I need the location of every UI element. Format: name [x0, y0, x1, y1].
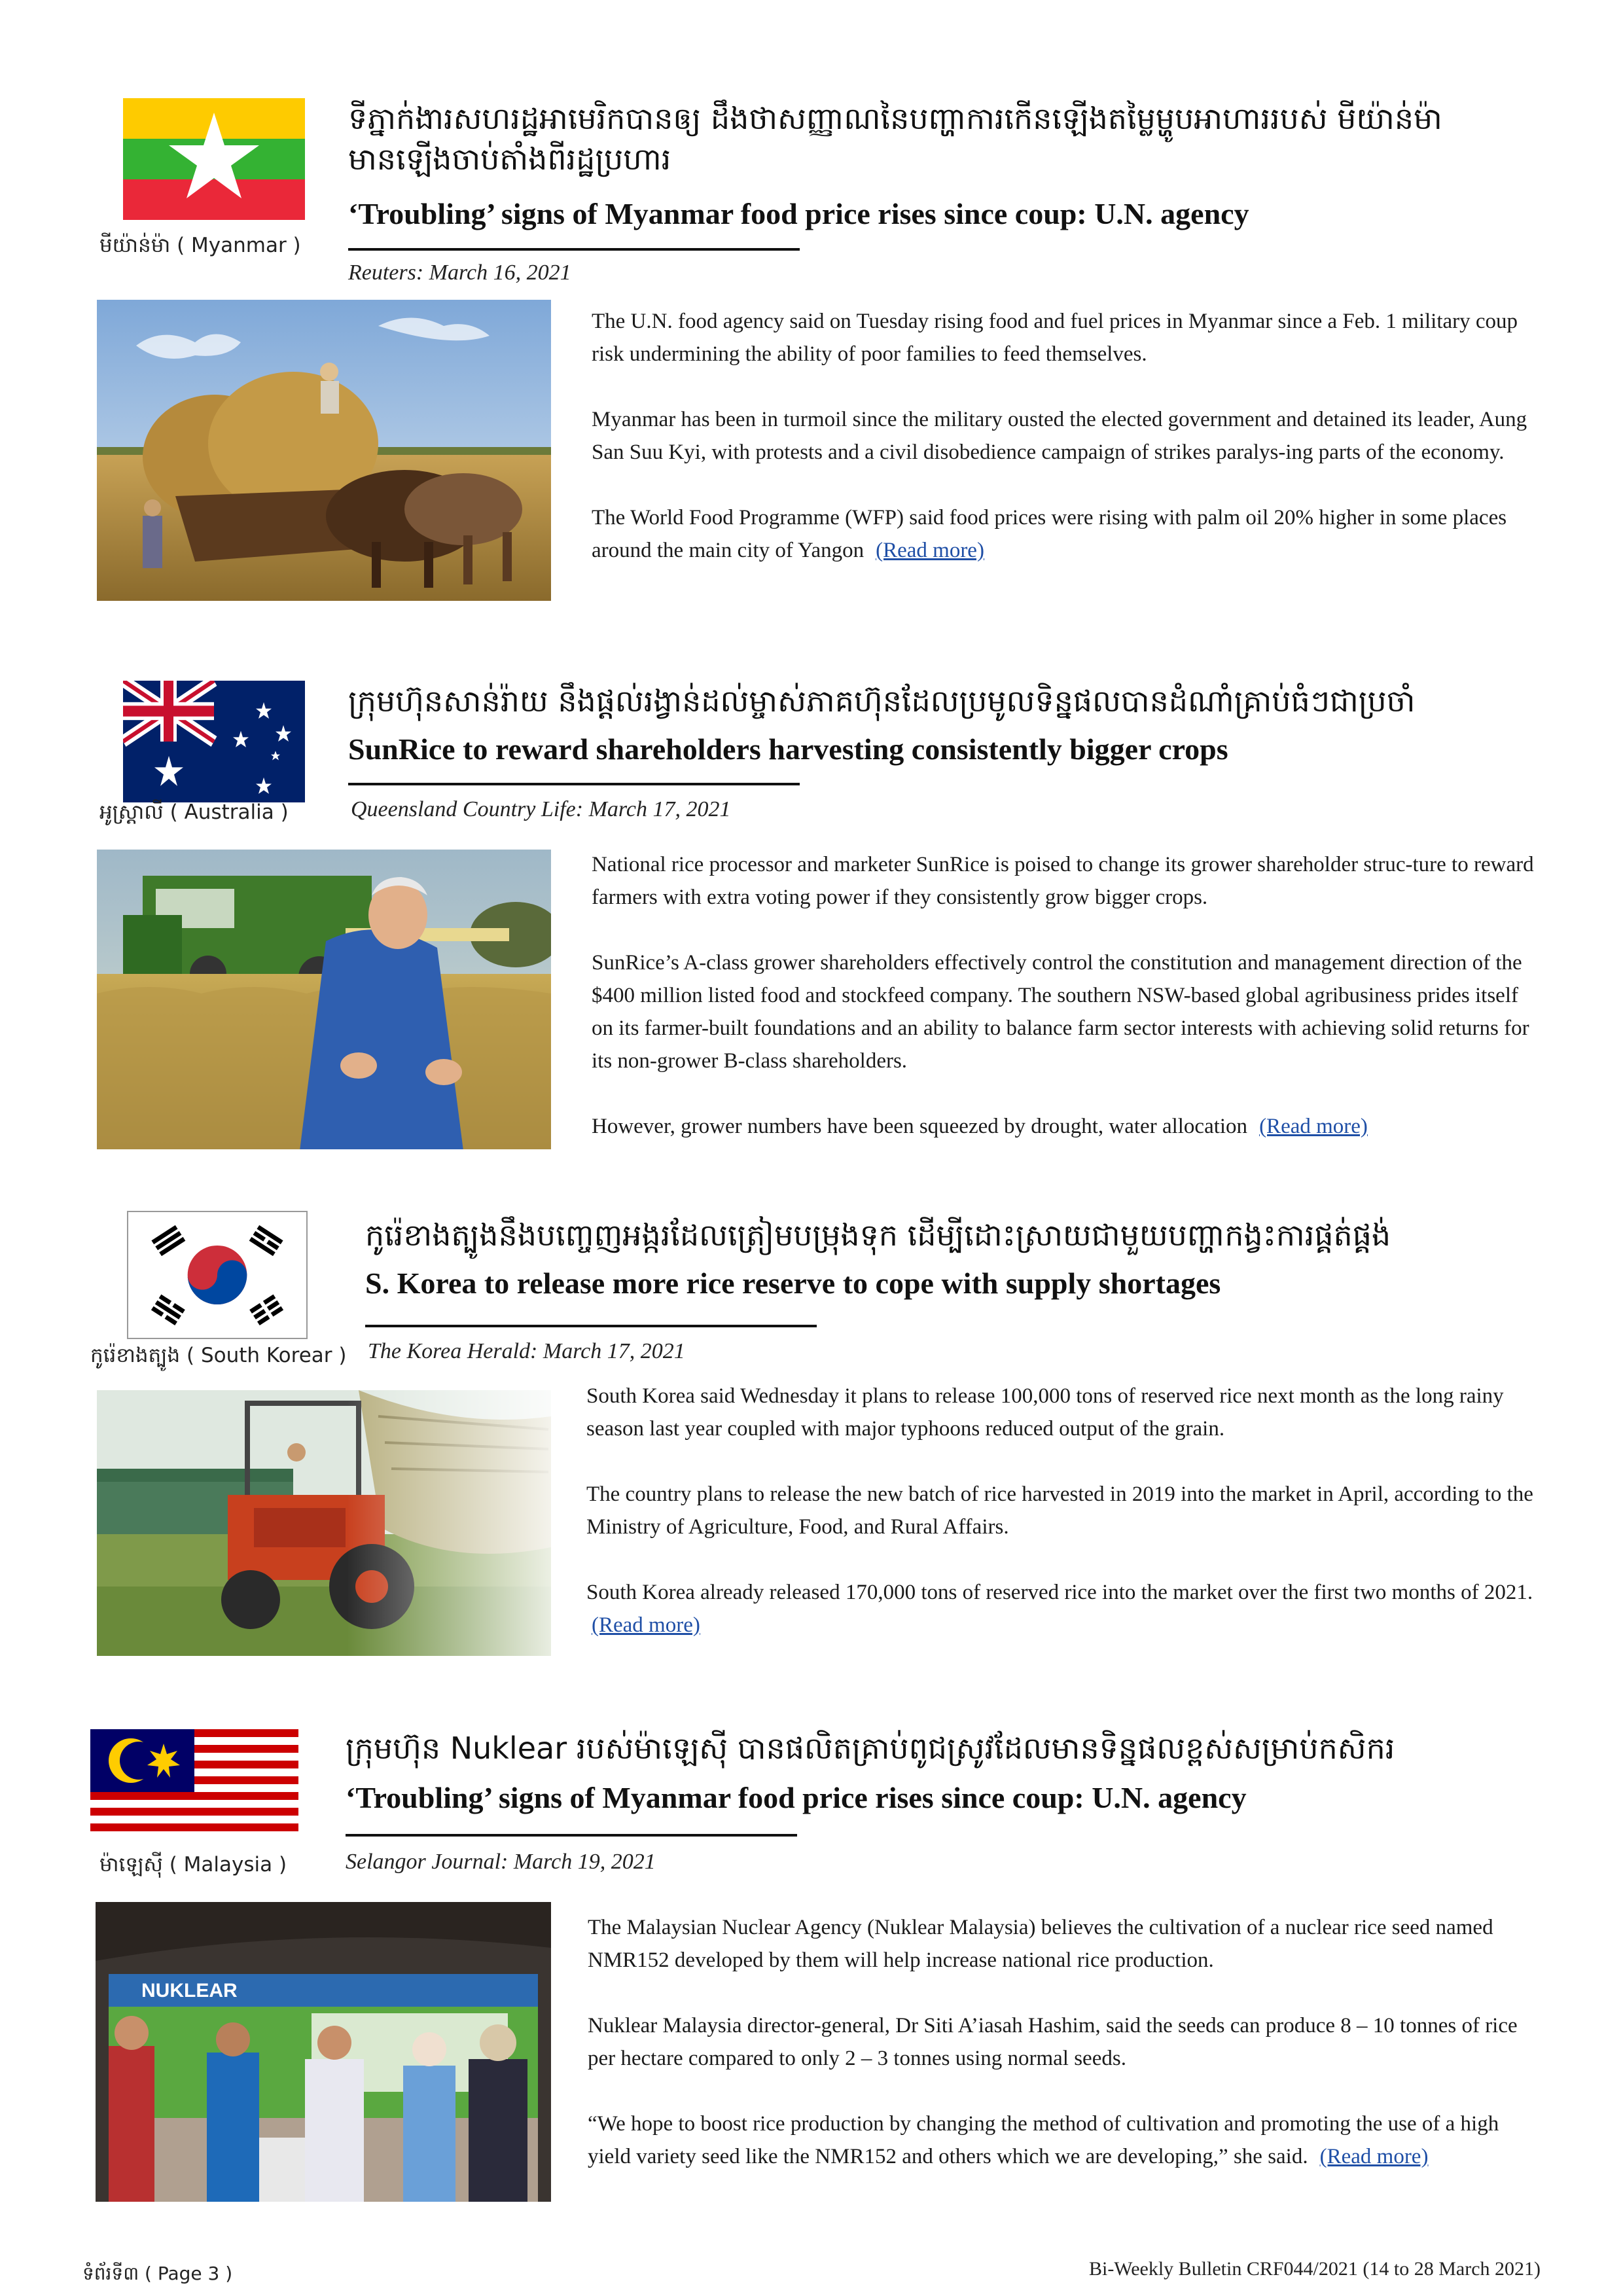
myanmar-flag-icon — [123, 98, 305, 220]
read-more-link[interactable]: (Read more) — [876, 539, 984, 562]
article-body — [592, 848, 1541, 1143]
country-label: ម៉ាឡេស៊ី ( Malaysia ) — [99, 1853, 287, 1876]
read-more-link[interactable]: (Read more) — [1319, 2145, 1429, 2168]
article-photo-tractor-harvest — [97, 1390, 551, 1656]
country-label: មីយ៉ាន់ម៉ា ( Myanmar ) — [99, 234, 301, 257]
malaysia-flag-icon — [90, 1729, 298, 1840]
khmer-headline: ទីភ្នាក់ងារសហរដ្ឋអាមេរិកបានឲ្យ ដឹងថាសញ្ញាណនៃបញ្ហាការកើនឡើងតម្លៃម្ហូបអាហាររបស់ មីយ៉ាន់ម៉ា មានឡើងចាប់តាំងពីរដ្ឋប្រហារ — [348, 101, 1442, 177]
paragraph: The U.N. food agency said on Tuesday rising food and fuel prices in Myanmar since a Feb. 1 military coup risk undermining the ability of poor families to feed themselves. — [592, 310, 1518, 366]
headline-divider — [365, 1325, 817, 1327]
source-line: Reuters: March 16, 2021 — [348, 260, 571, 285]
country-label: កូរ៉េខាងត្បូង ( South Korear ) — [90, 1344, 347, 1367]
australia-flag-icon — [123, 681, 305, 802]
article-body — [592, 305, 1541, 567]
paragraph: National rice processor and marketer SunRice is poised to change its grower shareholder struc-ture to reward farmers with extra voting power if they consistently grow bigger crops. — [592, 853, 1534, 909]
paragraph: The World Food Programme (WFP) said food prices were rising with palm oil 20% higher in some places around the main city of Yangon (Read more) — [592, 506, 1507, 562]
article-body — [586, 1380, 1535, 1641]
read-more-link[interactable]: (Read more) — [592, 1613, 700, 1637]
page-number: ទំព័រទី៣ ( Page 3 ) — [82, 2263, 233, 2284]
paragraph: SunRice’s A-class grower shareholders effectively control the constitution and management direction of the $400 million listed food and stockfeed company. The southern NSW-based global agribusiness prides itself on its farmer-built foundations and an ability to balance farm sector interests with achieving solid returns for its non-grower B-class shareholders. — [592, 951, 1529, 1073]
read-more-link[interactable]: (Read more) — [1259, 1115, 1368, 1138]
paragraph: The country plans to release the new batch of rice harvested in 2019 into the market in April, according to the Ministry of Agriculture, Food, and Rural Affairs. — [586, 1482, 1533, 1539]
paragraph: South Korea already released 170,000 tons of reserved rice into the market over the first two months of 2021.(Read more) — [586, 1581, 1533, 1637]
paragraph: Myanmar has been in turmoil since the military ousted the elected government and detained its leader, Aung San Suu Kyi, with protests and a civil disobedience campaign of strikes paralys-ing parts of the economy. — [592, 408, 1527, 464]
english-headline: ‘Troubling’ signs of Myanmar food price rises since coup: U.N. agency — [346, 1781, 1247, 1814]
article-body — [588, 1911, 1537, 2173]
banner-text: NUKLEAR — [141, 1980, 238, 2001]
paragraph: “We hope to boost rice production by changing the method of cultivation and promoting the use of a high yield variety seed like the NMR152 and others which we are developing,” she said. (Read more) — [588, 2112, 1499, 2168]
khmer-headline: ក្រុមហ៊ុន Nuklear របស់ម៉ាឡេស៊ី បានផលិតគ្រាប់ពូជស្រូវដែលមានទិន្នផលខ្ពស់សម្រាប់កសិករ — [346, 1731, 1395, 1766]
paragraph: Nuklear Malaysia director-general, Dr Siti A’iasah Hashim, said the seeds can produce 8 – 10 tonnes of rice per hectare compared to only 2 – 3 tonnes using normal seeds. — [588, 2014, 1518, 2070]
paragraph: South Korea said Wednesday it plans to release 100,000 tons of reserved rice next month as the long rainy season last year coupled with major typhoons reduced output of the grain. — [586, 1384, 1504, 1441]
khmer-headline: ក្រុមហ៊ុនសាន់រ៉ាយ នឹងផ្តល់រង្វាន់ដល់ម្ចាស់ភាគហ៊ុនដែលប្រមូលទិន្នផលបានដំណាំគ្រាប់ធំៗជាប្រចាំ — [348, 683, 1416, 719]
bulletin-id: Bi-Weekly Bulletin CRF044/2021 (14 to 28 March 2021) — [1088, 2258, 1541, 2280]
english-headline: ‘Troubling’ signs of Myanmar food price rises since coup: U.N. agency — [348, 197, 1249, 230]
english-headline: SunRice to reward shareholders harvesting consistently bigger crops — [348, 732, 1228, 766]
headline-divider — [346, 1834, 797, 1837]
headline-divider — [348, 248, 800, 251]
source-line: Queensland Country Life: March 17, 2021 — [351, 797, 731, 821]
khmer-headline: កូរ៉េខាងត្បូងនឹងបញ្ចេញអង្ករដែលត្រៀមបម្រុងទុក ដើម្បីដោះស្រាយជាមួយបញ្ហាកង្វះការផ្គត់ផ្គង់ — [365, 1217, 1391, 1253]
headline-divider — [348, 783, 800, 785]
english-headline: S. Korea to release more rice reserve to cope with supply shortages — [365, 1266, 1221, 1300]
paragraph: However, grower numbers have been squeezed by drought, water allocation (Read more) — [592, 1115, 1368, 1138]
article-photo-nuklear-event — [96, 1902, 551, 2202]
south-korea-flag-icon — [127, 1211, 308, 1339]
paragraph: The Malaysian Nuclear Agency (Nuklear Malaysia) believes the cultivation of a nuclear rice seed named NMR152 developed by them will help increase national rice production. — [588, 1916, 1493, 1972]
country-label: អូស្រ្តាលី ( Australia ) — [99, 800, 289, 824]
source-line: The Korea Herald: March 17, 2021 — [368, 1339, 685, 1363]
article-photo-ox-cart-harvest — [97, 300, 551, 601]
article-photo-farmer-rice-field — [97, 850, 551, 1149]
source-line: Selangor Journal: March 19, 2021 — [346, 1850, 656, 1874]
